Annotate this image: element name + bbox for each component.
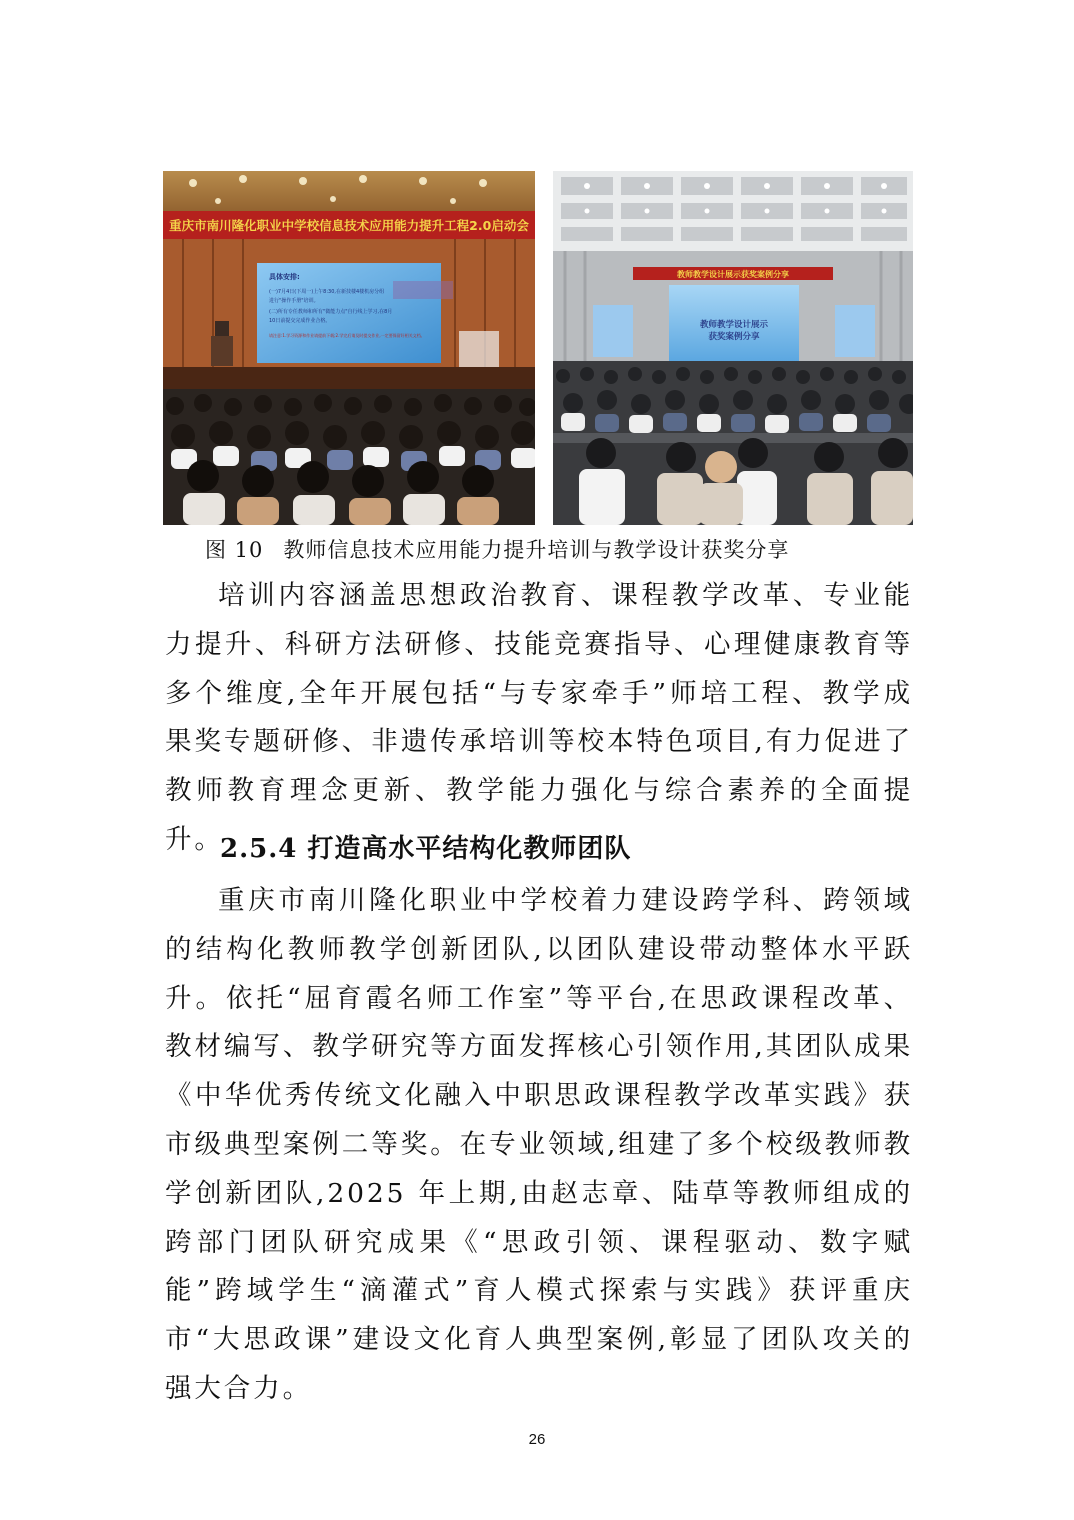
training-photo-left [163,171,535,525]
screen-note: 请注意:1.学习资源和作业请提前下载;2.学完后请及时提交作业,一定要保留好相关文档。 [269,333,425,338]
auditorium-photo [163,171,535,525]
screen-line-4: 10日前提交完成作业合格。 [269,318,331,324]
training-photo-right [553,171,913,525]
caption-number: 图 10 [205,538,264,562]
lecture-hall-photo [553,171,913,525]
paragraph-training-content: 培训内容涵盖思想政治教育、课程教学改革、专业能力提升、科研方法研修、技能竞赛指导、心理健康教育等多个维度,全年开展包括“与专家牵手”师培工程、教学成果奖专题研修、非遗传承培训等校本特色项目,有力促进了教师教育理念更新、教学能力强化与综合素养的全面提升。 [165,580,913,855]
section-heading: 2.5.4 打造高水平结构化教师团队 [220,834,632,864]
side-screen-left [593,305,633,357]
right-screen-title-1: 教师教学设计展示 [699,320,769,330]
right-screen-title-2: 获奖案例分享 [708,332,760,342]
caption-text: 教师信息技术应用能力提升培训与教学设计获奖分享 [283,538,790,562]
side-screen-right [835,305,875,357]
screen-line-1: (一)7月4日(下周一)上午8:30,在新技楼4楼机房分组 [269,289,385,295]
screen-line-2: 进行"操作手册"培训。 [269,298,319,304]
screen-line-3: (二)所有专任教师和所有"微能力点"自行线上学习,在8月 [269,309,393,315]
right-banner-text: 教师教学设计展示获奖案例分享 [677,270,789,279]
left-banner-text: 重庆市南川隆化职业中学校信息技术应用能力提升工程2.0启动会 [169,218,529,233]
screen-title: 具体安排: [269,273,300,281]
paragraph-teacher-team: 重庆市南川隆化职业中学校着力建设跨学科、跨领域的结构化教师教学创新团队,以团队建设带动整体水平跃升。依托“屈育霞名师工作室”等平台,在思政课程改革、教材编写、教学研究等方面发挥核心引领作用,其团队成果《中华优秀传统文化融入中职思政课程教学改革实践》获市级典型案例二等奖。在专业领域,组建了多个校级教师教学创新团队,2025 年上期,由赵志章、陆草等教师组成的跨部门团队研究成果《“思政引领、课程驱动、数字赋能”跨域学生“滴灌式”育人模式探索与实践》获评重庆市“大思政课”建设文化育人典型案例,彰显了团队攻关的强大合力。 [165,885,913,1404]
page-number: 26 [528,1431,546,1448]
figure-caption [205,534,905,566]
